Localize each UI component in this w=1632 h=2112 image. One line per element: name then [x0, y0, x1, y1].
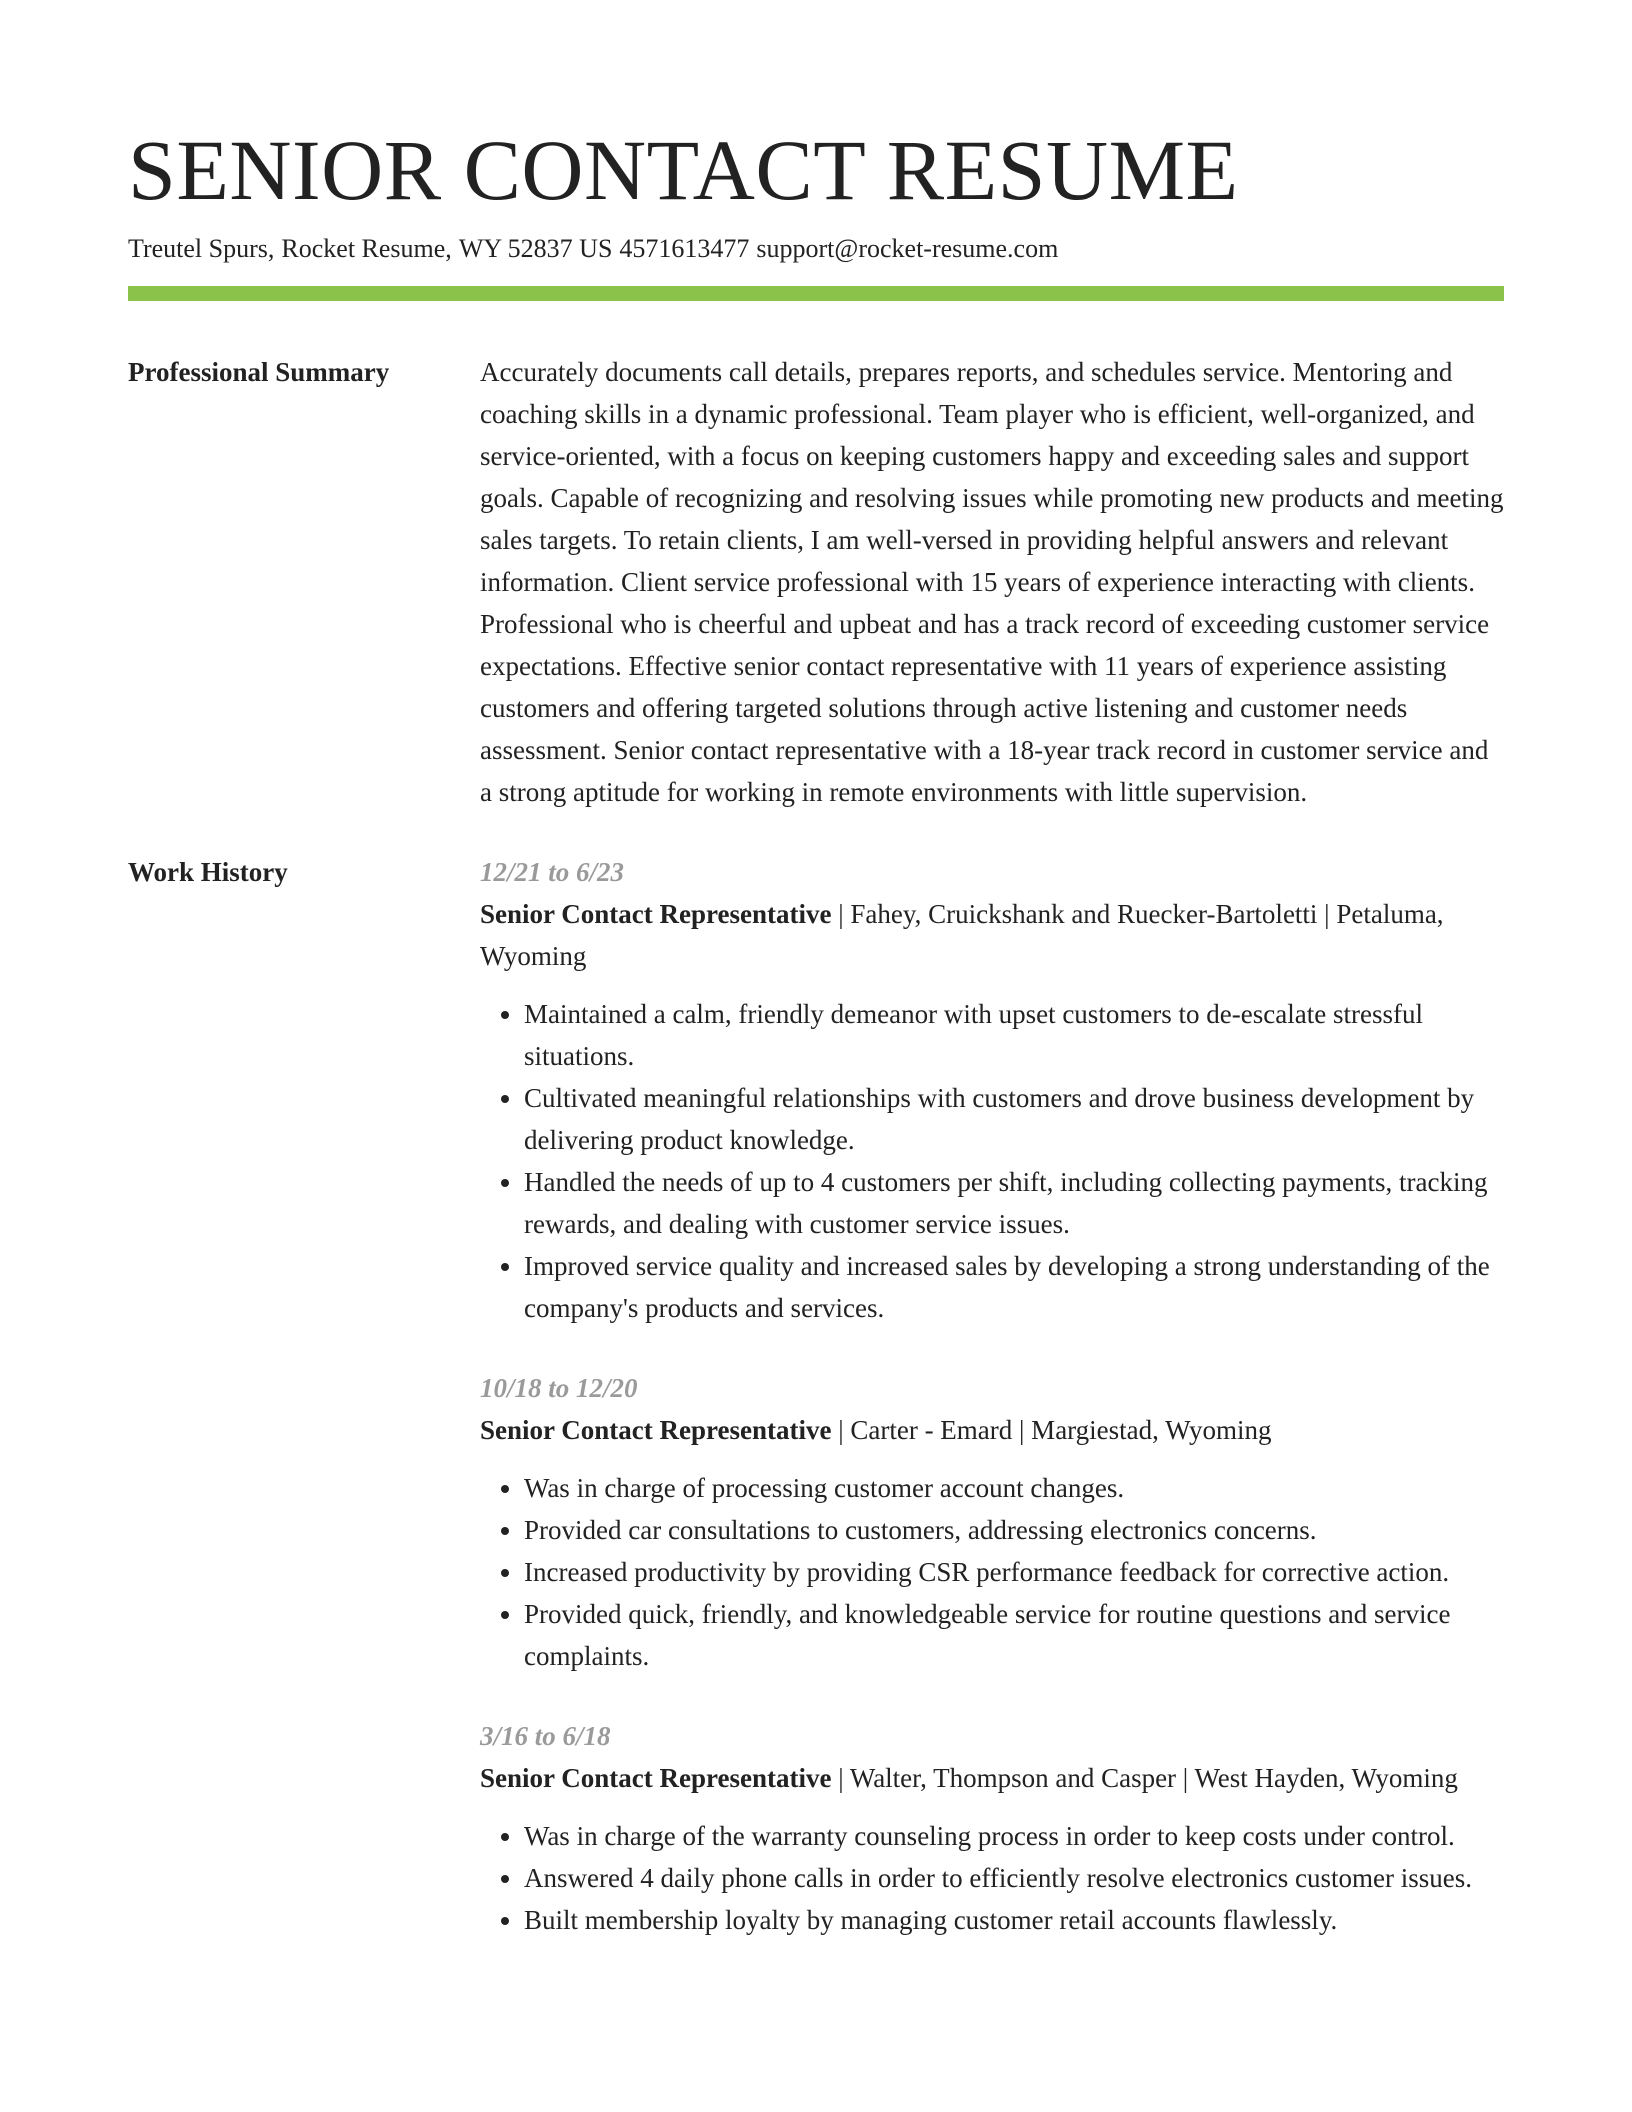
job-title: Senior Contact Representative — [480, 899, 832, 929]
job-bullet: • Increased productivity by providing CSR performance feedback for corrective action. — [524, 1551, 1504, 1593]
summary-text: Accurately documents call details, prepares reports, and schedules service. Mentoring and coaching skills in a dynamic professional. Team player who is efficient, well-organized, and service-oriented, with a focus on keeping customers happy and exceeding sales and support goals. Capable of recognizing and resolving issues while promoting new products and meeting sales targets. To retain clients, I am well-versed in providing helpful answers and relevant information. Client service professional with 15 years of experience interacting with clients. Professional who is cheerful and upbeat and has a track record of exceeding customer service expectations. Effective senior contact representative with 11 years of experience assisting customers and offering targeted solutions through active listening and customer needs assessment. Senior contact representative with a 18-year track record in customer service and a strong aptitude for working in remote environments with little supervision. — [480, 357, 1504, 807]
header-divider — [128, 286, 1504, 301]
job-title: Senior Contact Representative — [480, 1763, 832, 1793]
job-bullet: • Improved service quality and increased sales by developing a strong understanding of the company's products and services. — [524, 1245, 1504, 1329]
job-bullet: • Maintained a calm, friendly demeanor with upset customers to de-escalate stressful situations. — [524, 993, 1504, 1077]
resume-page — [128, 120, 1504, 1941]
job-entry — [480, 1715, 1504, 1941]
job-bullet: • Cultivated meaningful relationships with customers and drove business development by delivering product knowledge. — [524, 1077, 1504, 1161]
job-heading — [480, 893, 1504, 977]
job-details: | Walter, Thompson and Casper | West Hayden, Wyoming — [831, 1763, 1458, 1793]
resume-title: SENIOR CONTACT RESUME — [128, 122, 1239, 218]
job-bullet: • Answered 4 daily phone calls in order to efficiently resolve electronics customer issues. — [524, 1857, 1504, 1899]
work-history-section — [128, 851, 1504, 1941]
job-bullet: • Provided car consultations to customers, addressing electronics concerns. — [524, 1509, 1504, 1551]
job-heading — [480, 1757, 1504, 1799]
job-bullet: • Was in charge of the warranty counseling process in order to keep costs under control. — [524, 1815, 1504, 1857]
job-entry — [480, 1367, 1504, 1677]
job-dates: 12/21 to 6/23 — [480, 857, 625, 887]
job-details: | Carter - Emard | Margiestad, Wyoming — [831, 1415, 1272, 1445]
job-entry — [480, 851, 1504, 1329]
job-title: Senior Contact Representative — [480, 1415, 832, 1445]
section-label-summary: Professional Summary — [128, 357, 390, 387]
job-details: | Fahey, Cruickshank and Ruecker-Bartoletti | Petaluma, Wyoming — [480, 899, 1444, 971]
job-dates: 10/18 to 12/20 — [480, 1373, 638, 1403]
job-bullet-list — [480, 1815, 1504, 1941]
job-bullet: • Handled the needs of up to 4 customers per shift, including collecting payments, tracking rewards, and dealing with customer service issues. — [524, 1161, 1504, 1245]
work-history-body — [480, 851, 1504, 1941]
contact-name: Treutel Spurs, — [128, 234, 275, 263]
contact-line — [128, 232, 1504, 266]
job-heading — [480, 1409, 1504, 1451]
contact-email: support@rocket-resume.com — [756, 234, 1059, 263]
job-bullet: • Was in charge of processing customer account changes. — [524, 1467, 1504, 1509]
contact-region: WY 52837 US — [458, 234, 613, 263]
job-bullet: • Provided quick, friendly, and knowledgeable service for routine questions and service complaints. — [524, 1593, 1504, 1677]
job-bullet-list — [480, 1467, 1504, 1677]
job-dates: 3/16 to 6/18 — [480, 1721, 611, 1751]
contact-city: Rocket Resume, — [281, 234, 452, 263]
job-bullet-list — [480, 993, 1504, 1329]
job-bullet: • Built membership loyalty by managing customer retail accounts flawlessly. — [524, 1899, 1504, 1941]
section-label-work-history: Work History — [128, 857, 288, 887]
contact-phone: 4571613477 — [619, 234, 750, 263]
summary-body — [480, 351, 1504, 813]
professional-summary-section — [128, 351, 1504, 813]
